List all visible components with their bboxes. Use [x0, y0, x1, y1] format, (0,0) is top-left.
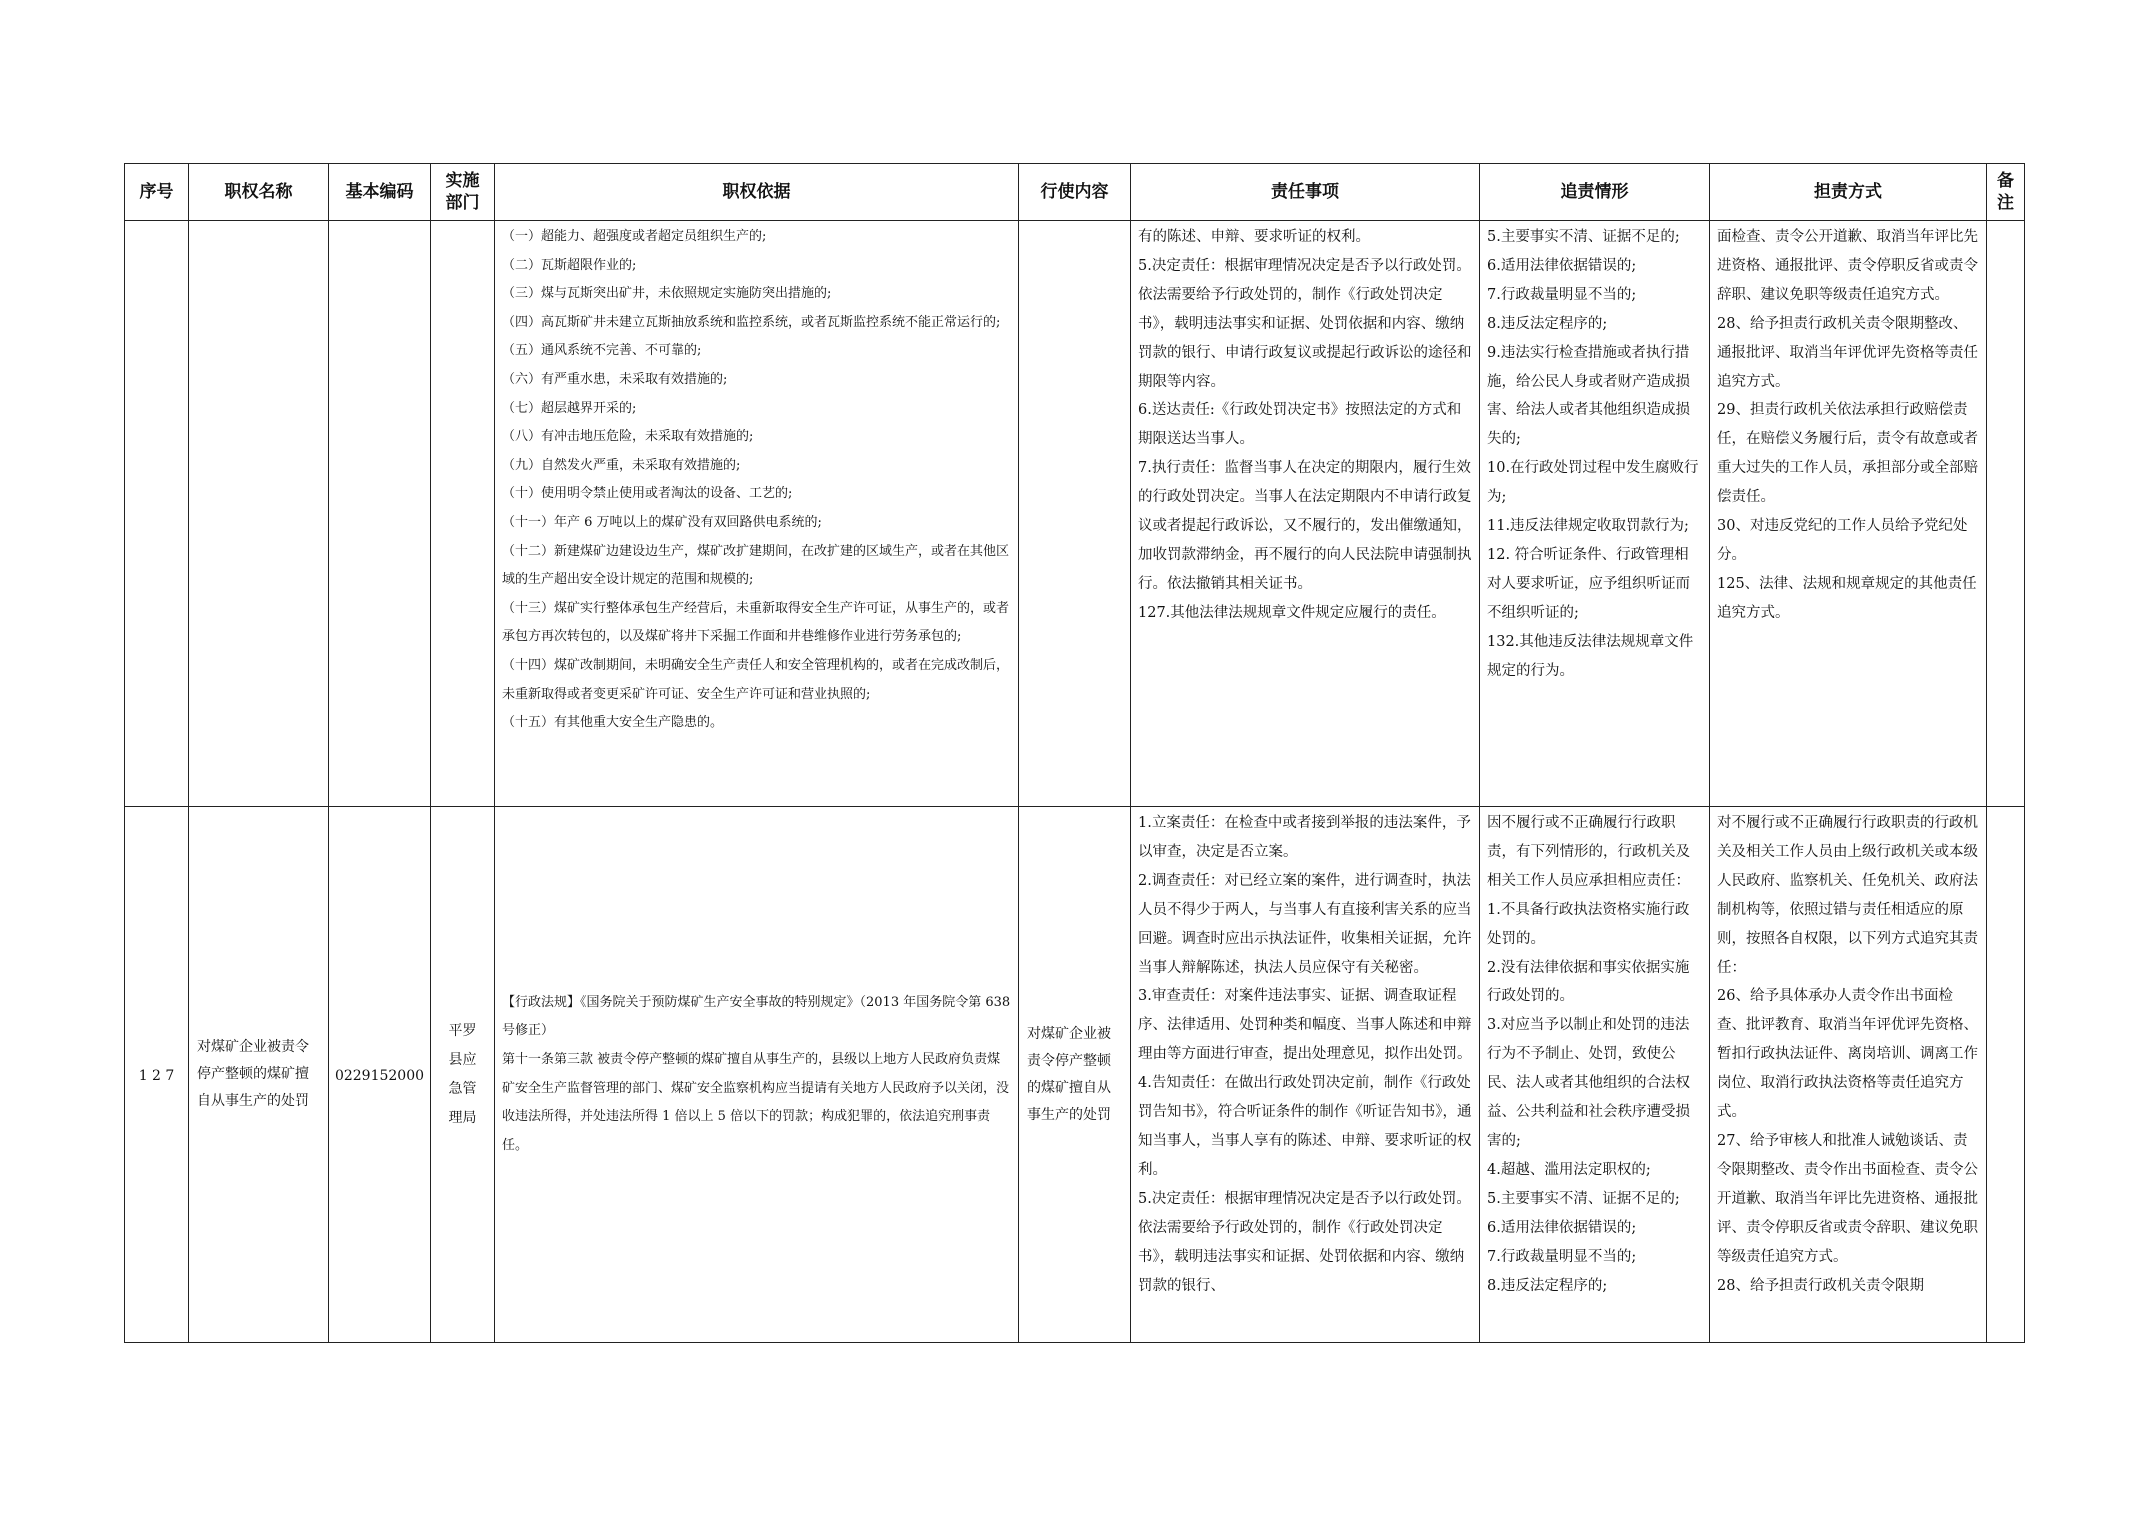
- row2-resp: [1131, 807, 1480, 1343]
- row2-method: [1710, 807, 1987, 1343]
- row2-dept-text: 平罗 县应 急管 理局: [448, 1022, 477, 1126]
- row1-basis: [495, 221, 1019, 807]
- row1-method-text: 面检查、责令公开道歉、取消当年评比先进资格、通报批评、责令停职反省或责令辞职、建议免职等级责任追究方式。 28、给予担责行政机关责令限期整改、通报批评、取消当年评优评先资格等责任追究方式。 29、担责行政机关依法承担行政赔偿责任，在赔偿义务履行后，责令有故意或者重大过失的工作人员，承担部分或全部赔偿责任。 30、对违反党纪的工作人员给予党纪处分。 125、法律、法规和规章规定的其他责任追究方式。: [1717, 229, 1978, 621]
- header-code: 基本编码: [329, 164, 431, 221]
- row1-basis-text: （一）超能力、超强度或者超定员组织生产的; （二）瓦斯超限作业的; （三）煤与瓦斯突出矿井，未依照规定实施防突出措施的; （四）高瓦斯矿井未建立瓦斯抽放系统和监控系统，或者瓦斯监控系统不能正常运行的; （五）通风系统不完善、不可靠的; （六）有严重水患，未采取有效措施的; （七）超层越界开采的; （八）有冲击地压危险，未采取有效措施的; （九）自然发火严重，未采取有效措施的; （十）使用明令禁止使用或者淘汰的设备、工艺的; （十一）年产 6 万吨以上的煤矿没有双回路供电系统的; （十二）新建煤矿边建设边生产，煤矿改扩建期间，在改扩建的区域生产，或者在其他区域的生产超出安全设计规定的范围和规模的; （十三）煤矿实行整体承包生产经营后，未重新取得安全生产许可证，从事生产的，或者承包方再次转包的，以及煤矿将井下采掘工作面和井巷维修作业进行劳务承包的; （十四）煤矿改制期间，未明确安全生产责任人和安全管理机构的，或者在完成改制后，未重新取得或者变更采矿许可证、安全生产许可证和营业执照的; （十五）有其他重大安全生产隐患的。: [502, 229, 1010, 731]
- row2-seq-text: 1 2 7: [138, 1068, 175, 1084]
- header-content: 行使内容: [1019, 164, 1131, 221]
- header-row: [125, 164, 2025, 221]
- row2-account: [1480, 807, 1710, 1343]
- row1-resp-text: 有的陈述、申辩、要求听证的权利。 5.决定责任：根据审理情况决定是否予以行政处罚。依法需要给予行政处罚的，制作《行政处罚决定书》，载明违法事实和证据、处罚依据和内容、缴纳罚款的银行、申请行政复议或提起行政诉讼的途径和期限等内容。 6.送达责任:《行政处罚决定书》按照法定的方式和期限送达当事人。 7.执行责任：监督当事人在决定的期限内，履行生效的行政处罚决定。当事人在法定期限内不申请行政复议或者提起行政诉讼，又不履行的，发出催缴通知，加收罚款滞纳金，再不履行的向人民法院申请强制执行。依法撤销其相关证书。 127.其他法律法规规章文件规定应履行的责任。: [1138, 229, 1472, 621]
- table-row: [125, 807, 2025, 1343]
- table-row: [125, 221, 2025, 807]
- header-note: 备 注: [1987, 164, 2025, 221]
- row2-method-text: 对不履行或不正确履行行政职责的行政机关及相关工作人员由上级行政机关或本级人民政府、监察机关、任免机关、政府法制机构等，依照过错与责任相适应的原则，按照各自权限，以下列方式追究其责任： 26、给予具体承办人责令作出书面检查、批评教育、取消当年评优评先资格、暂扣行政执法证件、离岗培训、调离工作岗位、取消行政执法资格等责任追究方式。 27、给予审核人和批准人诫勉谈话、责令限期整改、责令作出书面检查、责令公开道歉、取消当年评比先进资格、通报批评、责令停职反省或责令辞职、建议免职等级责任追究方式。 28、给予担责行政机关责令限期: [1717, 815, 1978, 1294]
- row2-code: [329, 807, 431, 1343]
- row2-basis-text: 【行政法规】《国务院关于预防煤矿生产安全事故的特别规定》（2013 年国务院令第 638 号修正） 第十一条第三款 被责令停产整顿的煤矿擅自从事生产的，县级以上地方人民政府负责煤矿安全生产监督管理的部门、煤矿安全监察机构应当提请有关地方人民政府予以关闭，没收违法所得，并处违法所得 1 倍以上 5 倍以下的罚款；构成犯罪的，依法追究刑事责任。: [502, 994, 1011, 1153]
- header-resp: 责任事项: [1131, 164, 1480, 221]
- header-basis: 职权依据: [495, 164, 1019, 221]
- header-account: 追责情形: [1480, 164, 1710, 221]
- row1-content: [1019, 221, 1131, 807]
- row2-name-text: 对煤矿企业被责令停产整顿的煤矿擅自从事生产的处罚: [197, 1039, 309, 1109]
- row2-seq: [125, 807, 189, 1343]
- row2-account-text: 因不履行或不正确履行行政职责，有下列情形的，行政机关及相关工作人员应承担相应责任： 1.不具备行政执法资格实施行政处罚的。 2.没有法律依据和事实依据实施行政处罚的。 3.对应当予以制止和处罚的违法行为不予制止、处罚，致使公民、法人或者其他组织的合法权益、公共利益和社会秩序遭受损害的; 4.超越、滥用法定职权的; 5.主要事实不清、证据不足的; 6.适用法律依据错误的; 7.行政裁量明显不当的; 8.违反法定程序的;: [1487, 815, 1690, 1294]
- row2-basis: [495, 807, 1019, 1343]
- row1-seq: [125, 221, 189, 807]
- row1-method: [1710, 221, 1987, 807]
- row1-note: [1987, 221, 2025, 807]
- row2-content: [1019, 807, 1131, 1343]
- row1-name: [189, 221, 329, 807]
- row1-account-text: 5.主要事实不清、证据不足的; 6.适用法律依据错误的; 7.行政裁量明显不当的; 8.违反法定程序的; 9.违法实行检查措施或者执行措施，给公民人身或者财产造成损害、给法人或者其他组织造成损失的; 10.在行政处罚过程中发生腐败行为; 11.违反法律规定收取罚款行为; 12. 符合听证条件、行政管理相对人要求听证，应予组织听证而不组织听证的; 132.其他违反法律法规规章文件规定的行为。: [1487, 229, 1699, 679]
- row2-dept: [431, 807, 495, 1343]
- row2-code-text: 0229152000: [334, 1068, 425, 1084]
- header-seq: 序号: [125, 164, 189, 221]
- header-name: 职权名称: [189, 164, 329, 221]
- row1-account: [1480, 221, 1710, 807]
- row2-resp-text: 1.立案责任：在检查中或者接到举报的违法案件，予以审查，决定是否立案。 2.调查责任：对已经立案的案件，进行调查时，执法人员不得少于两人，与当事人有直接利害关系的应当回避。调查时应出示执法证件，收集相关证据，允许当事人辩解陈述，执法人员应保守有关秘密。 3.审查责任：对案件违法事实、证据、调查取证程序、法律适用、处罚种类和幅度、当事人陈述和申辩理由等方面进行审查，提出处理意见，拟作出处罚。 4.告知责任：在做出行政处罚决定前，制作《行政处罚告知书》，符合听证条件的制作《听证告知书》，通知当事人，当事人享有的陈述、申辩、要求听证的权利。 5.决定责任：根据审理情况决定是否予以行政处罚。依法需要给予行政处罚的，制作《行政处罚决定书》，载明违法事实和证据、处罚依据和内容、缴纳罚款的银行、: [1138, 815, 1472, 1294]
- row2-note: [1987, 807, 2025, 1343]
- row2-content-text: 对煤矿企业被责令停产整顿的煤矿擅自从事生产的处罚: [1027, 1025, 1111, 1123]
- row2-name: [189, 807, 329, 1343]
- header-method: 担责方式: [1710, 164, 1987, 221]
- row1-dept: [431, 221, 495, 807]
- row1-code: [329, 221, 431, 807]
- header-dept: 实施 部门: [431, 164, 495, 221]
- row1-resp: [1131, 221, 1480, 807]
- power-list-table: [124, 163, 2025, 1343]
